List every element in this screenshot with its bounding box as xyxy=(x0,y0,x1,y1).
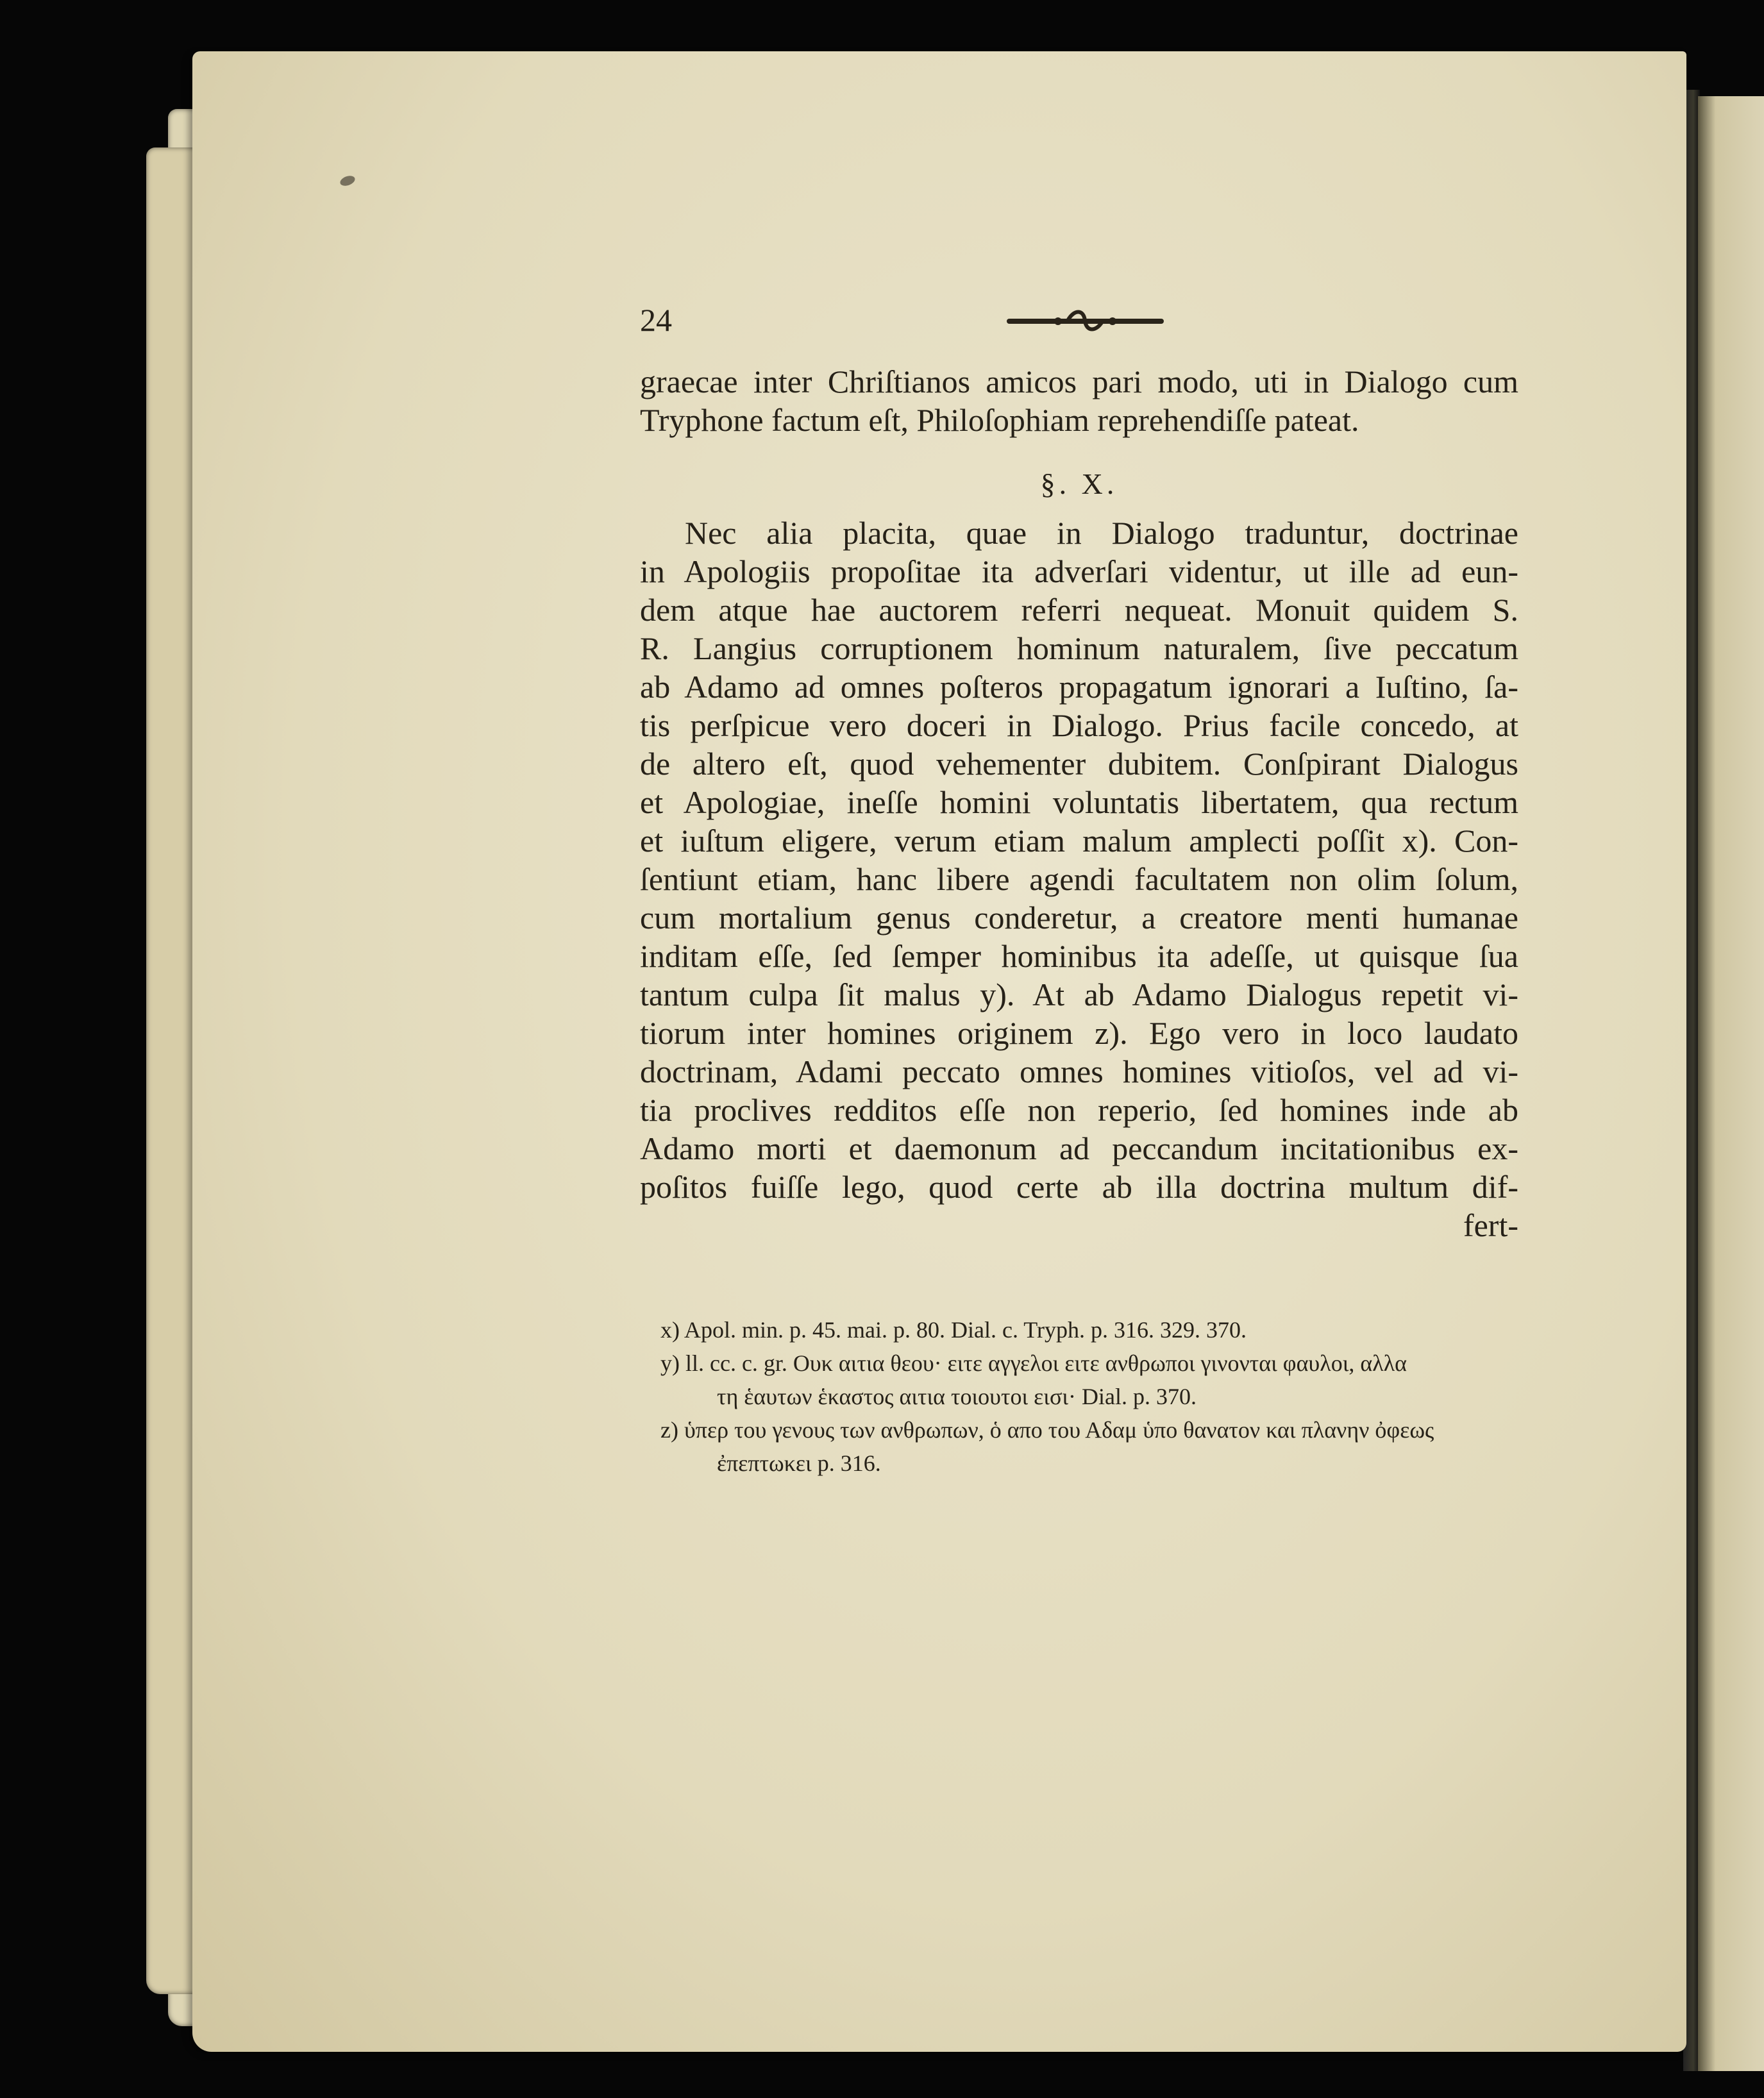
text-line: tiorum inter homines originem z). Ego vero in loco laudato xyxy=(640,1015,1518,1051)
text-line: tantum culpa ſit malus y). At ab Adamo Dialogus repetit vi- xyxy=(640,977,1518,1012)
catchword: fert- xyxy=(1463,1207,1518,1243)
text-line: dem atque hae auctorem referri nequeat. Monuit quidem S. xyxy=(640,592,1518,628)
text-line: de altero eſt, quod vehementer dubitem. Conſpirant Dialogus xyxy=(640,746,1518,782)
text-line: et iuſtum eligere, verum etiam malum amplecti poſſit x). Con- xyxy=(640,823,1518,859)
text-line: R. Langius corruptionem hominum naturalem, ſive peccatum xyxy=(640,630,1518,666)
footnote-y: y) ll. cc. c. gr. Ουκ αιτια θεου· ειτε αγγελοι ειτε ανθρωποι γινονται φαυλοι, αλλα xyxy=(660,1350,1407,1376)
text-line: doctrinam, Adami peccato omnes homines vitioſos, vel ad vi- xyxy=(640,1053,1518,1089)
text-line: graecae inter Chriſtianos amicos pari modo, uti in Dialogo cum xyxy=(640,364,1518,399)
text-line: inditam eſſe, ſed ſemper hominibus ita adeſſe, ut quisque ſua xyxy=(640,938,1518,974)
text-line: tis perſpicue vero doceri in Dialogo. Prius facile concedo, at xyxy=(640,707,1518,743)
header-ornament xyxy=(1007,308,1164,333)
text-line: in Apologiis propoſitae ita adverſari videntur, ut ille ad eun- xyxy=(640,553,1518,589)
text-line: ab Adamo ad omnes poſteros propagatum ignorari a Iuſtino, ſa- xyxy=(640,669,1518,705)
text-line: Adamo morti et daemonum ad peccandum incitationibus ex- xyxy=(640,1130,1518,1166)
facing-page-edge xyxy=(1698,96,1764,2071)
text-line: Nec alia placita, quae in Dialogo traduntur, doctrinae xyxy=(685,515,1518,551)
main-text xyxy=(640,362,1518,1245)
footnotes xyxy=(660,1313,1516,1480)
text-line: et Apologiae, ineſſe homini voluntatis libertatem, qua rectum xyxy=(640,784,1518,820)
text-line: ſentiunt etiam, hanc libere agendi facultatem non olim ſolum, xyxy=(640,861,1518,897)
text-line: tia proclives redditos eſſe non reperio, ſed homines inde ab xyxy=(640,1092,1518,1128)
section-heading: §. X. xyxy=(1040,467,1118,500)
text-line: poſitos fuiſſe lego, quod certe ab illa doctrina multum dif- xyxy=(640,1169,1518,1205)
text-line: cum mortalium genus conderetur, a creatore menti humanae xyxy=(640,900,1518,936)
page-number: 24 xyxy=(640,302,672,338)
text-line: Tryphone factum eſt, Philoſophiam reprehendiſſe pateat. xyxy=(640,402,1359,438)
footnote-z-continued: ἐπεπτωκει p. 316. xyxy=(717,1450,881,1476)
footnote-y-continued: τη ἑαυτων ἑκαστος αιτια τοιουτοι εισι· Dial. p. 370. xyxy=(717,1384,1197,1409)
footnote-z: z) ὑπερ του γενους των ανθρωπων, ὁ απο του Αδαμ ὑπο θανατον και πλανην ὀφεως xyxy=(660,1417,1434,1443)
footnote-x: x) Apol. min. p. 45. mai. p. 80. Dial. c. Tryph. p. 316. 329. 370. xyxy=(660,1317,1247,1343)
